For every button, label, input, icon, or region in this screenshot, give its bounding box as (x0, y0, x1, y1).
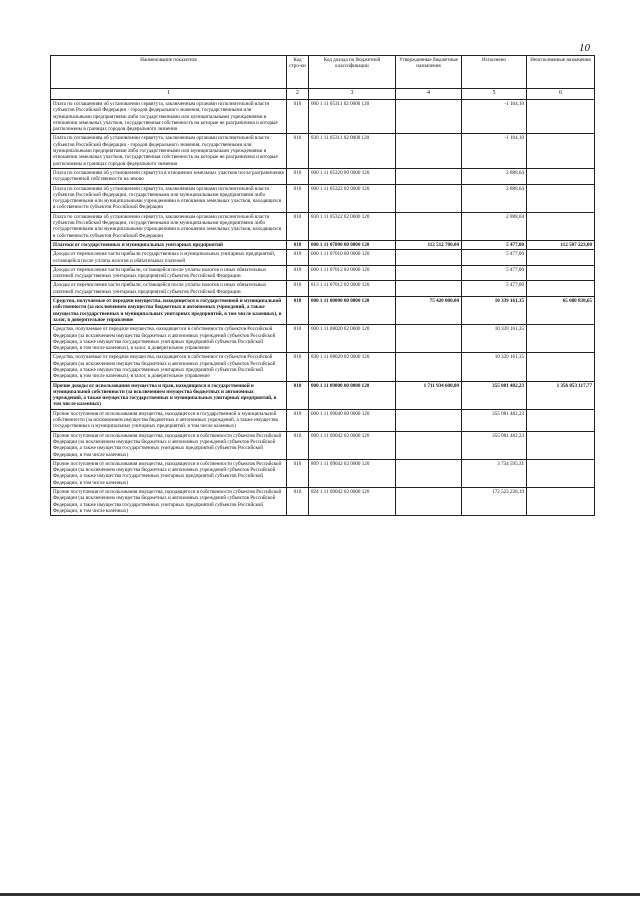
row-approved: 75 420 000,00 (396, 297, 462, 325)
row-income-code: 830 1 11 05322 02 0000 120 (309, 212, 396, 240)
row-line-code: 010 (287, 488, 309, 516)
row-approved (396, 409, 462, 431)
row-line-code: 010 (287, 100, 309, 134)
table-row (51, 250, 595, 266)
row-unexecuted (527, 281, 595, 297)
row-line-code: 010 (287, 240, 309, 249)
row-unexecuted (527, 212, 595, 240)
row-line-code: 010 (287, 459, 309, 487)
column-number-row (51, 89, 595, 100)
row-income-code: 000 1 11 09042 02 0000 120 (309, 431, 396, 459)
row-unexecuted: 65 080 838,65 (527, 297, 595, 325)
row-unexecuted: 1 356 853 117,77 (527, 381, 595, 409)
row-line-code: 010 (287, 212, 309, 240)
row-unexecuted (527, 184, 595, 212)
header-row (51, 56, 595, 89)
row-unexecuted (527, 409, 595, 431)
row-unexecuted (527, 431, 595, 459)
table-row (51, 488, 595, 516)
row-executed: 5 477,00 (462, 240, 527, 249)
table-row (51, 353, 595, 381)
row-approved (396, 184, 462, 212)
header-unexecuted: Неисполненные назначения (527, 56, 595, 89)
table-row (51, 134, 595, 168)
row-line-code: 010 (287, 353, 309, 381)
row-name: Доходы от перечисления части прибыли, остающейся после уплаты налогов и иных обязательных платежей государственных унитарных предприятий субъектов Российской Федерации (51, 281, 287, 297)
table-body (51, 100, 595, 516)
table-row (51, 265, 595, 281)
row-executed: -1 104,10 (462, 134, 527, 168)
row-income-code: 000 1 11 09000 00 0000 120 (309, 381, 396, 409)
row-line-code: 010 (287, 325, 309, 353)
row-executed: 5 477,00 (462, 281, 527, 297)
row-name: Средства, получаемые от передачи имущества, находящегося в собственности субъектов Российской Федерации (за исключением имущества бюджетных и автономных учреждений субъектов Российской Федерации, а также имущества государственных унитарных предприятий субъектов Российской Федерации, в том числе казенных), в залог, в доверительное управление (51, 325, 287, 353)
row-approved (396, 168, 462, 184)
row-name: Доходы от перечисления части прибыли государственных и муниципальных унитарных предприятий, остающейся после уплаты налогов и обязательных платежей (51, 250, 287, 266)
row-executed: 10 339 161,35 (462, 297, 527, 325)
row-approved (396, 265, 462, 281)
table-row (51, 459, 595, 487)
row-approved (396, 281, 462, 297)
row-approved (396, 250, 462, 266)
table-row (51, 168, 595, 184)
row-executed: 5 477,00 (462, 250, 527, 266)
row-income-code: 813 1 11 07012 02 0000 120 (309, 281, 396, 297)
column-number: 4 (396, 89, 462, 100)
row-line-code: 010 (287, 297, 309, 325)
row-income-code: 000 1 11 08000 00 0000 120 (309, 297, 396, 325)
header-name: Наименование показателя (51, 56, 287, 89)
column-number: 6 (527, 89, 595, 100)
row-executed: 355 081 482,23 (462, 431, 527, 459)
row-executed: 355 081 482,23 (462, 381, 527, 409)
row-income-code: 000 1 11 07012 02 0000 120 (309, 265, 396, 281)
row-name: Плата по соглашениям об установлении сервитута, заключенным органами исполнительной власти субъектов Российской Федерации, государственными или муниципальными предприятиями либо государственными или муниципальными учреждениями в отношении земельных участков, находящихся в собственности субъектов Российской Федерации (51, 184, 287, 212)
row-income-code: 809 1 11 09042 02 0000 120 (309, 459, 396, 487)
row-executed: 10 339 161,35 (462, 325, 527, 353)
row-executed: 2 888,64 (462, 212, 527, 240)
row-unexecuted: 112 507 223,00 (527, 240, 595, 249)
row-executed: 172 523 228,19 (462, 488, 527, 516)
row-unexecuted (527, 325, 595, 353)
page-number: 10 (579, 42, 590, 54)
row-unexecuted (527, 250, 595, 266)
row-name: Средства, получаемые от передачи имущества, находящегося в собственности субъектов Российской Федерации (за исключением имущества бюджетных и автономных учреждений субъектов Российской Федерации, а также имущества государственных унитарных предприятий субъектов Российской Федерации, в том числе казенных), в залог, в доверительное управление (51, 353, 287, 381)
row-name: Плата по соглашениям об установлении сервитута, заключенным органами исполнительной власти субъектов Российской Федерации - городов федерального значения, государственными или муниципальными предприятиями либо государственными или муниципальными учреждениями в отношении земельных участков, государственная собственность на которые не разграничена и которые расположены в границах городов федерального значения (51, 134, 287, 168)
row-executed: 355 081 482,23 (462, 409, 527, 431)
table-row (51, 184, 595, 212)
row-line-code: 010 (287, 184, 309, 212)
budget-income-table (50, 55, 595, 516)
row-name: Плата по соглашениям об установлении сервитута, заключенным органами исполнительной власти субъектов Российской Федерации - городов федерального значения, государственными или муниципальными предприятиями либо государственными или муниципальными учреждениями в отношении земельных участков, государственная собственность на которые не разграничена и которые расположены в границах городов федерального значения (51, 100, 287, 134)
row-income-code: 000 1 11 05311 02 0000 120 (309, 100, 396, 134)
row-executed: 2 888,64 (462, 168, 527, 184)
row-income-code: 000 1 11 07010 00 0000 120 (309, 250, 396, 266)
header-executed: Исполнено (462, 56, 527, 89)
row-executed: 2 888,64 (462, 184, 527, 212)
row-name: Плата по соглашениям об установлении сервитута, заключенным органами исполнительной власти субъектов Российской Федерации, государственными или муниципальными предприятиями либо государственными или муниципальными учреждениями в отношении земельных участков, находящихся в собственности субъектов Российской Федерации (51, 212, 287, 240)
row-approved (396, 459, 462, 487)
row-line-code: 010 (287, 281, 309, 297)
row-unexecuted (527, 353, 595, 381)
table-row (51, 325, 595, 353)
row-name: Плата по соглашениям об установлении сервитута в отношении земельных участков после разграничения государственной собственности на землю (51, 168, 287, 184)
row-name: Доходы от перечисления части прибыли, остающейся после уплаты налогов и иных обязательных платежей государственных унитарных предприятий субъектов Российской Федерации (51, 265, 287, 281)
row-income-code: 824 1 11 09042 02 0000 120 (309, 488, 396, 516)
row-name: Прочие доходы от использования имущества и прав, находящихся в государственной и муниципальной собственности (за исключением имущества бюджетных и автономных учреждений, а также имущества государственных и муниципальных унитарных предприятий, в том числе казенных) (51, 381, 287, 409)
row-line-code: 010 (287, 381, 309, 409)
row-approved (396, 212, 462, 240)
row-executed: 10 339 161,35 (462, 353, 527, 381)
row-unexecuted (527, 265, 595, 281)
row-name: Прочие поступления от использования имущества, находящегося в собственности субъектов Российской Федерации (за исключением имущества бюджетных и автономных учреждений субъектов Российской Федерации, а также имущества государственных унитарных предприятий субъектов Российской Федерации, в том числе казенных) (51, 459, 287, 487)
column-number: 1 (51, 89, 287, 100)
table-row (51, 100, 595, 134)
column-number: 3 (309, 89, 396, 100)
row-name: Прочие поступления от использования имущества, находящегося в собственности субъектов Российской Федерации (за исключением имущества бюджетных и автономных учреждений субъектов Российской Федерации, а также имущества государственных унитарных предприятий субъектов Российской Федерации, в том числе казенных) (51, 431, 287, 459)
row-approved (396, 488, 462, 516)
row-income-code: 000 1 11 08020 02 0000 120 (309, 325, 396, 353)
row-line-code: 010 (287, 134, 309, 168)
row-name: Платежи от государственных и муниципальных унитарных предприятий (51, 240, 287, 249)
row-approved: 112 512 700,00 (396, 240, 462, 249)
row-name: Прочие поступления от использования имущества, находящегося в собственности субъектов Российской Федерации (за исключением имущества бюджетных и автономных учреждений субъектов Российской Федерации, а также имущества государственных унитарных предприятий субъектов Российской Федерации, в том числе казенных) (51, 488, 287, 516)
row-name: Прочие поступления от использования имущества, находящегося в государственной и муниципальной собственности (за исключением имущества бюджетных и автономных учреждений, а также имущества государственных и муниципальных унитарных предприятий, в том числе казенных) (51, 409, 287, 431)
row-unexecuted (527, 168, 595, 184)
row-approved (396, 134, 462, 168)
row-approved (396, 100, 462, 134)
row-executed: 3 734 595,31 (462, 459, 527, 487)
table-row (51, 431, 595, 459)
row-executed: -1 104,10 (462, 100, 527, 134)
row-approved (396, 353, 462, 381)
row-income-code: 000 1 11 09040 00 0000 120 (309, 409, 396, 431)
header-income-code: Код дохода по бюджетной классификации (309, 56, 396, 89)
table-row (51, 212, 595, 240)
row-line-code: 010 (287, 409, 309, 431)
row-income-code: 000 1 11 05320 00 0000 120 (309, 168, 396, 184)
row-income-code: 830 1 11 08020 02 0000 120 (309, 353, 396, 381)
row-line-code: 010 (287, 168, 309, 184)
row-line-code: 010 (287, 265, 309, 281)
row-unexecuted (527, 459, 595, 487)
table-row (51, 281, 595, 297)
table-row (51, 381, 595, 409)
row-income-code: 000 1 11 07000 00 0000 120 (309, 240, 396, 249)
row-approved (396, 325, 462, 353)
row-line-code: 010 (287, 431, 309, 459)
row-unexecuted (527, 488, 595, 516)
column-number: 2 (287, 89, 309, 100)
table-row (51, 297, 595, 325)
header-approved: Утвержденные бюджетные назначения (396, 56, 462, 89)
column-number: 5 (462, 89, 527, 100)
row-unexecuted (527, 134, 595, 168)
header-line-code: Код стро-ки (287, 56, 309, 89)
table-row (51, 409, 595, 431)
bottom-border (0, 893, 640, 896)
row-approved: 1 711 934 600,00 (396, 381, 462, 409)
row-income-code: 830 1 11 05311 02 0000 120 (309, 134, 396, 168)
row-executed: 5 477,00 (462, 265, 527, 281)
row-approved (396, 431, 462, 459)
table-row (51, 240, 595, 249)
row-unexecuted (527, 100, 595, 134)
row-line-code: 010 (287, 250, 309, 266)
row-name: Средства, получаемые от передачи имущества, находящегося в государственной и муниципальной собственности (за исключением имущества бюджетных и автономных учреждений, а также имущества государственных и муниципальных унитарных предприятий, в том числе казенных), в залог, в доверительное управление (51, 297, 287, 325)
row-income-code: 000 1 11 05322 02 0000 120 (309, 184, 396, 212)
